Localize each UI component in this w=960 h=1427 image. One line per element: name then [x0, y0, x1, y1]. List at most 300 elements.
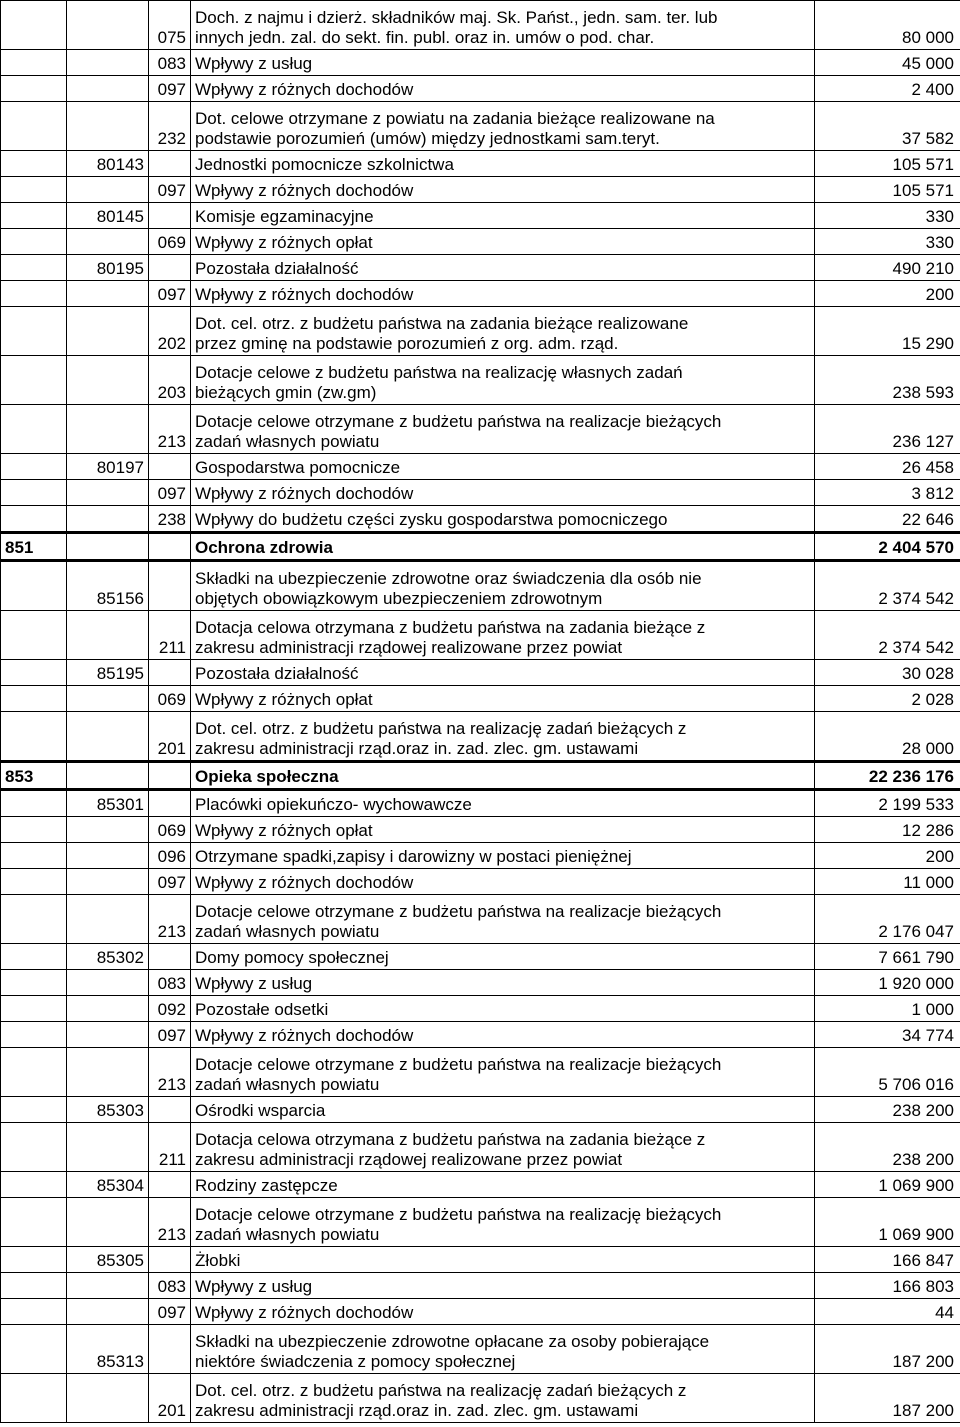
- amount-cell: 238 200: [815, 1123, 960, 1172]
- item-name-line: innych jedn. zal. do sekt. fin. publ. oraz in. umów o pod. char.: [195, 28, 655, 47]
- item-name-cell: [191, 686, 815, 712]
- amount-cell: 2 374 542: [815, 611, 960, 660]
- paragraph-row: [1, 356, 960, 405]
- paragraph-code-cell: 201: [149, 1374, 191, 1423]
- item-name-line: Wpływy z różnych dochodów: [195, 80, 414, 99]
- paragraph-row: [1, 1, 960, 50]
- section-code-cell: [1, 281, 67, 307]
- paragraph-code-cell: 097: [149, 1022, 191, 1048]
- item-name-line: Wpływy z różnych opłat: [195, 690, 373, 709]
- item-name-line: Dotacje celowe otrzymane z budżetu państwa na realizację bieżących: [195, 1205, 722, 1224]
- paragraph-row: [1, 686, 960, 712]
- paragraph-code-cell: [149, 1172, 191, 1198]
- paragraph-code-cell: 211: [149, 1123, 191, 1172]
- amount-cell: 238 593: [815, 356, 960, 405]
- item-name-line: Wpływy z różnych opłat: [195, 233, 373, 252]
- section-code-cell: [1, 356, 67, 405]
- chapter-row: [1, 790, 960, 817]
- item-name-cell: [191, 50, 815, 76]
- chapter-code-cell: [67, 102, 149, 151]
- item-name-cell: [191, 533, 815, 561]
- item-name-cell: [191, 405, 815, 454]
- section-code-cell: [1, 76, 67, 102]
- item-name-cell: [191, 151, 815, 177]
- chapter-code-cell: [67, 1048, 149, 1097]
- item-name-line: Wpływy z różnych dochodów: [195, 181, 414, 200]
- section-row: [1, 762, 960, 790]
- item-name-line: Wpływy z różnych dochodów: [195, 1026, 414, 1045]
- paragraph-code-cell: 092: [149, 996, 191, 1022]
- section-code-cell: [1, 561, 67, 611]
- section-code-cell: [1, 944, 67, 970]
- amount-cell: 2 176 047: [815, 895, 960, 944]
- chapter-code-cell: [67, 843, 149, 869]
- paragraph-code-cell: [149, 660, 191, 686]
- chapter-row: [1, 1097, 960, 1123]
- section-code-cell: [1, 843, 67, 869]
- section-code-cell: [1, 790, 67, 817]
- amount-cell: 34 774: [815, 1022, 960, 1048]
- item-name-line: Składki na ubezpieczenie zdrowotne oraz świadczenia dla osób nie: [195, 569, 702, 588]
- item-name-line: Dotacje celowe otrzymane z budżetu państwa na realizacje bieżących: [195, 902, 722, 921]
- amount-cell: 3 812: [815, 480, 960, 506]
- item-name-cell: [191, 660, 815, 686]
- paragraph-code-cell: [149, 790, 191, 817]
- amount-cell: 330: [815, 229, 960, 255]
- paragraph-code-cell: 083: [149, 970, 191, 996]
- chapter-code-cell: 80197: [67, 454, 149, 480]
- paragraph-row: [1, 1273, 960, 1299]
- chapter-code-cell: [67, 506, 149, 533]
- paragraph-row: [1, 1198, 960, 1247]
- section-code-cell: [1, 203, 67, 229]
- amount-cell: 5 706 016: [815, 1048, 960, 1097]
- amount-cell: 200: [815, 843, 960, 869]
- item-name-line: Otrzymane spadki,zapisy i darowizny w postaci pieniężnej: [195, 847, 632, 866]
- paragraph-row: [1, 1299, 960, 1325]
- section-code-cell: [1, 1247, 67, 1273]
- item-name-cell: [191, 1048, 815, 1097]
- section-code-cell: [1, 229, 67, 255]
- item-name-line: zadań własnych powiatu: [195, 432, 380, 451]
- item-name-cell: [191, 843, 815, 869]
- section-code-cell: [1, 1325, 67, 1374]
- item-name-cell: [191, 203, 815, 229]
- section-code-cell: [1, 405, 67, 454]
- item-name-line: Pozostała działalność: [195, 259, 359, 278]
- paragraph-code-cell: [149, 203, 191, 229]
- item-name-line: Dot. cel. otrz. z budżetu państwa na realizację zadań bieżących z: [195, 1381, 687, 1400]
- chapter-code-cell: 85305: [67, 1247, 149, 1273]
- item-name-cell: [191, 970, 815, 996]
- paragraph-row: [1, 50, 960, 76]
- paragraph-row: [1, 480, 960, 506]
- chapter-code-cell: [67, 281, 149, 307]
- chapter-row: [1, 1325, 960, 1374]
- item-name-line: Pozostałe odsetki: [195, 1000, 329, 1019]
- paragraph-code-cell: 083: [149, 50, 191, 76]
- item-name-line: Dotacje celowe otrzymane z budżetu państwa na realizacje bieżących: [195, 1055, 722, 1074]
- paragraph-row: [1, 76, 960, 102]
- amount-cell: 2 374 542: [815, 561, 960, 611]
- section-code-cell: [1, 454, 67, 480]
- chapter-code-cell: [67, 1299, 149, 1325]
- item-name-line: objętych obowiązkowym ubezpieczeniem zdrowotnym: [195, 589, 603, 608]
- item-name-line: Pozostała działalność: [195, 664, 359, 683]
- amount-cell: 2 028: [815, 686, 960, 712]
- section-code-cell: [1, 506, 67, 533]
- paragraph-code-cell: 201: [149, 712, 191, 762]
- paragraph-code-cell: 097: [149, 869, 191, 895]
- chapter-code-cell: [67, 1123, 149, 1172]
- chapter-code-cell: [67, 686, 149, 712]
- section-code-cell: [1, 1123, 67, 1172]
- chapter-code-cell: [67, 895, 149, 944]
- paragraph-code-cell: 096: [149, 843, 191, 869]
- paragraph-row: [1, 996, 960, 1022]
- item-name-line: Placówki opiekuńczo- wychowawcze: [195, 795, 472, 814]
- item-name-cell: [191, 506, 815, 533]
- paragraph-code-cell: [149, 454, 191, 480]
- amount-cell: 15 290: [815, 307, 960, 356]
- paragraph-row: [1, 307, 960, 356]
- section-code-cell: [1, 151, 67, 177]
- paragraph-row: [1, 229, 960, 255]
- amount-cell: 26 458: [815, 454, 960, 480]
- paragraph-code-cell: 097: [149, 281, 191, 307]
- section-code-cell: 853: [1, 762, 67, 790]
- section-code-cell: [1, 686, 67, 712]
- paragraph-row: [1, 177, 960, 203]
- section-code-cell: [1, 895, 67, 944]
- section-code-cell: [1, 996, 67, 1022]
- item-name-line: zadań własnych powiatu: [195, 922, 380, 941]
- paragraph-code-cell: 213: [149, 1198, 191, 1247]
- item-name-line: Dotacja celowa otrzymana z budżetu państwa na zadania bieżące z: [195, 1130, 706, 1149]
- paragraph-row: [1, 869, 960, 895]
- chapter-code-cell: 85301: [67, 790, 149, 817]
- section-code-cell: 851: [1, 533, 67, 561]
- amount-cell: 11 000: [815, 869, 960, 895]
- chapter-code-cell: [67, 611, 149, 660]
- item-name-line: Wpływy z usług: [195, 1277, 313, 1296]
- amount-cell: 12 286: [815, 817, 960, 843]
- item-name-line: Domy pomocy społecznej: [195, 948, 389, 967]
- amount-cell: 2 400: [815, 76, 960, 102]
- amount-cell: 1 069 900: [815, 1198, 960, 1247]
- chapter-code-cell: [67, 177, 149, 203]
- item-name-line: Wpływy z różnych dochodów: [195, 285, 414, 304]
- section-code-cell: [1, 1022, 67, 1048]
- chapter-row: [1, 454, 960, 480]
- item-name-line: Dotacja celowa otrzymana z budżetu państwa na zadania bieżące z: [195, 618, 706, 637]
- amount-cell: 1 000: [815, 996, 960, 1022]
- paragraph-row: [1, 970, 960, 996]
- item-name-line: przez gminę na podstawie porozumień z org. adm. rząd.: [195, 334, 619, 353]
- item-name-line: Wpływy z usług: [195, 54, 313, 73]
- chapter-row: [1, 151, 960, 177]
- section-code-cell: [1, 1198, 67, 1247]
- paragraph-code-cell: 069: [149, 686, 191, 712]
- item-name-cell: [191, 1198, 815, 1247]
- item-name-cell: [191, 229, 815, 255]
- item-name-cell: [191, 611, 815, 660]
- section-code-cell: [1, 1172, 67, 1198]
- item-name-line: podstawie porozumień (umów) między jednostkami sam.teryt.: [195, 129, 660, 148]
- chapter-row: [1, 1247, 960, 1273]
- paragraph-row: [1, 102, 960, 151]
- section-code-cell: [1, 177, 67, 203]
- item-name-line: Doch. z najmu i dzierż. składników maj. Sk. Państ., jedn. sam. ter. lub: [195, 8, 718, 27]
- chapter-code-cell: 80145: [67, 203, 149, 229]
- paragraph-code-cell: 238: [149, 506, 191, 533]
- item-name-cell: [191, 1022, 815, 1048]
- item-name-line: Rodziny zastępcze: [195, 1176, 338, 1195]
- paragraph-code-cell: [149, 255, 191, 281]
- section-code-cell: [1, 1048, 67, 1097]
- paragraph-code-cell: [149, 1247, 191, 1273]
- item-name-cell: [191, 1172, 815, 1198]
- item-name-line: Komisje egzaminacyjne: [195, 207, 374, 226]
- item-name-cell: [191, 76, 815, 102]
- item-name-line: Wpływy z różnych dochodów: [195, 873, 414, 892]
- chapter-row: [1, 203, 960, 229]
- paragraph-row: [1, 611, 960, 660]
- paragraph-code-cell: 232: [149, 102, 191, 151]
- paragraph-code-cell: [149, 533, 191, 561]
- section-code-cell: [1, 1097, 67, 1123]
- item-name-line: Wpływy z usług: [195, 974, 313, 993]
- chapter-code-cell: [67, 996, 149, 1022]
- section-code-cell: [1, 817, 67, 843]
- item-name-cell: [191, 1299, 815, 1325]
- item-name-cell: [191, 996, 815, 1022]
- chapter-code-cell: 85304: [67, 1172, 149, 1198]
- chapter-code-cell: 85302: [67, 944, 149, 970]
- item-name-cell: [191, 1097, 815, 1123]
- amount-cell: 166 803: [815, 1273, 960, 1299]
- paragraph-code-cell: 203: [149, 356, 191, 405]
- paragraph-code-cell: 069: [149, 229, 191, 255]
- chapter-code-cell: [67, 307, 149, 356]
- paragraph-code-cell: 075: [149, 1, 191, 50]
- chapter-row: [1, 1172, 960, 1198]
- chapter-code-cell: 80195: [67, 255, 149, 281]
- amount-cell: 45 000: [815, 50, 960, 76]
- chapter-code-cell: 85156: [67, 561, 149, 611]
- item-name-line: zakresu administracji rząd.oraz in. zad. zlec. gm. ustawami: [195, 739, 639, 758]
- item-name-line: bieżących gmin (zw.gm): [195, 383, 377, 402]
- item-name-line: Dot. cel. otrz. z budżetu państwa na realizację zadań bieżących z: [195, 719, 687, 738]
- item-name-line: Wpływy do budżetu części zysku gospodarstwa pomocniczego: [195, 510, 668, 529]
- item-name-cell: [191, 817, 815, 843]
- chapter-code-cell: [67, 869, 149, 895]
- paragraph-code-cell: 097: [149, 1299, 191, 1325]
- section-code-cell: [1, 255, 67, 281]
- paragraph-row: [1, 712, 960, 762]
- item-name-line: Żłobki: [195, 1251, 241, 1270]
- item-name-line: zakresu administracji rządowej realizowane przez powiat: [195, 1150, 623, 1169]
- item-name-cell: [191, 1, 815, 50]
- paragraph-code-cell: 097: [149, 76, 191, 102]
- paragraph-code-cell: 202: [149, 307, 191, 356]
- item-name-line: Wpływy z różnych dochodów: [195, 1303, 414, 1322]
- paragraph-code-cell: 097: [149, 480, 191, 506]
- item-name-line: niektóre świadczenia z pomocy społecznej: [195, 1352, 516, 1371]
- item-name-line: Opieka społeczna: [195, 767, 339, 786]
- paragraph-row: [1, 405, 960, 454]
- paragraph-code-cell: [149, 762, 191, 790]
- chapter-code-cell: [67, 480, 149, 506]
- amount-cell: 187 200: [815, 1325, 960, 1374]
- item-name-cell: [191, 1273, 815, 1299]
- amount-cell: 166 847: [815, 1247, 960, 1273]
- item-name-cell: [191, 762, 815, 790]
- amount-cell: 30 028: [815, 660, 960, 686]
- item-name-cell: [191, 790, 815, 817]
- section-code-cell: [1, 869, 67, 895]
- chapter-code-cell: [67, 405, 149, 454]
- amount-cell: 105 571: [815, 151, 960, 177]
- item-name-line: Składki na ubezpieczenie zdrowotne opłacane za osoby pobierające: [195, 1332, 710, 1351]
- section-row: [1, 533, 960, 561]
- chapter-code-cell: [67, 76, 149, 102]
- amount-cell: 236 127: [815, 405, 960, 454]
- paragraph-code-cell: 097: [149, 177, 191, 203]
- chapter-code-cell: [67, 712, 149, 762]
- paragraph-row: [1, 843, 960, 869]
- chapter-code-cell: 85195: [67, 660, 149, 686]
- item-name-line: Gospodarstwa pomocnicze: [195, 458, 401, 477]
- chapter-code-cell: [67, 50, 149, 76]
- amount-cell: 7 661 790: [815, 944, 960, 970]
- amount-cell: 490 210: [815, 255, 960, 281]
- chapter-row: [1, 255, 960, 281]
- amount-cell: 105 571: [815, 177, 960, 203]
- chapter-code-cell: [67, 1022, 149, 1048]
- chapter-code-cell: [67, 356, 149, 405]
- paragraph-row: [1, 1048, 960, 1097]
- amount-cell: 1 920 000: [815, 970, 960, 996]
- item-name-cell: [191, 102, 815, 151]
- item-name-line: zadań własnych powiatu: [195, 1225, 380, 1244]
- item-name-cell: [191, 281, 815, 307]
- item-name-cell: [191, 944, 815, 970]
- chapter-code-cell: [67, 1198, 149, 1247]
- chapter-code-cell: 85303: [67, 1097, 149, 1123]
- paragraph-code-cell: 213: [149, 1048, 191, 1097]
- amount-cell: 80 000: [815, 1, 960, 50]
- item-name-cell: [191, 255, 815, 281]
- paragraph-code-cell: 211: [149, 611, 191, 660]
- chapter-code-cell: [67, 762, 149, 790]
- item-name-cell: [191, 307, 815, 356]
- item-name-line: zakresu administracji rządowej realizowane przez powiat: [195, 638, 623, 657]
- item-name-line: Wpływy z różnych opłat: [195, 821, 373, 840]
- paragraph-row: [1, 1022, 960, 1048]
- item-name-cell: [191, 1247, 815, 1273]
- chapter-code-cell: [67, 1, 149, 50]
- paragraph-code-cell: [149, 561, 191, 611]
- section-code-cell: [1, 970, 67, 996]
- item-name-line: Dotacje celowe otrzymane z budżetu państwa na realizacje bieżących: [195, 412, 722, 431]
- section-code-cell: [1, 102, 67, 151]
- amount-cell: 2 199 533: [815, 790, 960, 817]
- section-code-cell: [1, 660, 67, 686]
- paragraph-row: [1, 506, 960, 533]
- paragraph-code-cell: [149, 1325, 191, 1374]
- section-code-cell: [1, 307, 67, 356]
- chapter-code-cell: [67, 970, 149, 996]
- item-name-cell: [191, 177, 815, 203]
- item-name-line: Dot. celowe otrzymane z powiatu na zadania bieżące realizowane na: [195, 109, 715, 128]
- section-code-cell: [1, 611, 67, 660]
- chapter-code-cell: [67, 229, 149, 255]
- chapter-code-cell: [67, 533, 149, 561]
- amount-cell: 187 200: [815, 1374, 960, 1423]
- paragraph-code-cell: 213: [149, 405, 191, 454]
- paragraph-code-cell: [149, 151, 191, 177]
- amount-cell: 22 236 176: [815, 762, 960, 790]
- paragraph-code-cell: [149, 944, 191, 970]
- amount-cell: 2 404 570: [815, 533, 960, 561]
- amount-cell: 44: [815, 1299, 960, 1325]
- item-name-cell: [191, 869, 815, 895]
- item-name-line: Wpływy z różnych dochodów: [195, 484, 414, 503]
- paragraph-code-cell: 083: [149, 1273, 191, 1299]
- section-code-cell: [1, 712, 67, 762]
- amount-cell: 37 582: [815, 102, 960, 151]
- amount-cell: 28 000: [815, 712, 960, 762]
- item-name-cell: [191, 712, 815, 762]
- amount-cell: 200: [815, 281, 960, 307]
- chapter-code-cell: [67, 1374, 149, 1423]
- chapter-code-cell: [67, 817, 149, 843]
- section-code-cell: [1, 1273, 67, 1299]
- section-code-cell: [1, 1374, 67, 1423]
- amount-cell: 330: [815, 203, 960, 229]
- item-name-cell: [191, 561, 815, 611]
- item-name-line: Dot. cel. otrz. z budżetu państwa na zadania bieżące realizowane: [195, 314, 689, 333]
- paragraph-row: [1, 1123, 960, 1172]
- item-name-cell: [191, 454, 815, 480]
- paragraph-row: [1, 895, 960, 944]
- section-code-cell: [1, 1, 67, 50]
- chapter-code-cell: 80143: [67, 151, 149, 177]
- item-name-cell: [191, 1123, 815, 1172]
- item-name-cell: [191, 356, 815, 405]
- paragraph-code-cell: 069: [149, 817, 191, 843]
- section-code-cell: [1, 50, 67, 76]
- chapter-row: [1, 561, 960, 611]
- paragraph-code-cell: 213: [149, 895, 191, 944]
- chapter-code-cell: [67, 1273, 149, 1299]
- paragraph-row: [1, 1374, 960, 1423]
- budget-table-body: [1, 1, 960, 1423]
- item-name-cell: [191, 1325, 815, 1374]
- item-name-line: Ośrodki wsparcia: [195, 1101, 326, 1120]
- item-name-line: Jednostki pomocnicze szkolnictwa: [195, 155, 454, 174]
- amount-cell: 1 069 900: [815, 1172, 960, 1198]
- item-name-line: zadań własnych powiatu: [195, 1075, 380, 1094]
- paragraph-row: [1, 281, 960, 307]
- paragraph-code-cell: [149, 1097, 191, 1123]
- amount-cell: 22 646: [815, 506, 960, 533]
- section-code-cell: [1, 480, 67, 506]
- paragraph-row: [1, 817, 960, 843]
- item-name-line: Ochrona zdrowia: [195, 538, 333, 557]
- item-name-cell: [191, 895, 815, 944]
